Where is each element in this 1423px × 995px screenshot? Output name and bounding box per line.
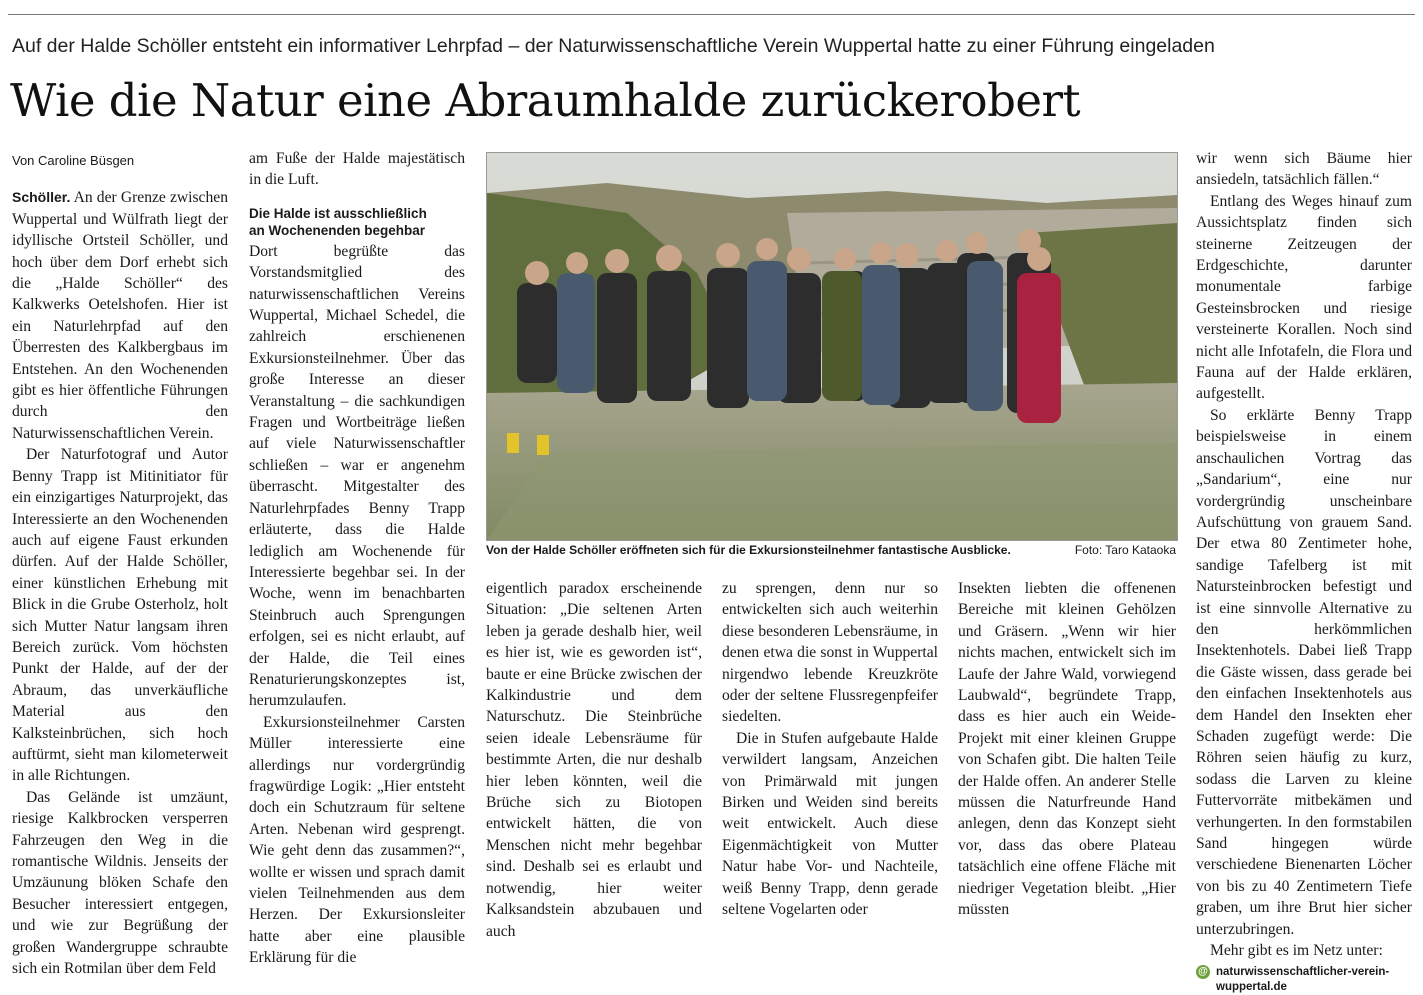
paragraph: zu sprengen, denn nur so entwickelten sich auch weiterhin diese besonderen Lebensräume, in denen etwa die sonst in Wuppertal nirgendwo lebende Kreuzkröte oder der seltene Flussregenpfeifer siedelten. — [722, 580, 938, 726]
website-link[interactable] — [1196, 965, 1412, 995]
top-rule — [8, 14, 1415, 15]
paragraph: So erklärte Benny Trapp beispielsweise in einem anschaulichen Vortrag das „Sandarium“, eine nur vordergründig unscheinbare Aufschüttung von grauem Sand. Der etwa 80 Zentimeter hohe, sandige Tafelberg ist mit Natursteinbrocken befestigt und ist eine sinnvolle Alternative zu den herkömmlichen Insektenhotels. Dabei ließ Trapp die Gäste wissen, dass gerade bei den einfachen Insektenhotels aus dem Handel den Insekten eher Schaden zugefügt werde: Die Röhren seien häufig zu kurz, sodass die Larven zu kleine Futtervorräte mitbekämen und verhungerten. In den formstabilen Sand hingegen würde verschiedene Bienenarten Löcher von bis zu 40 Zentimetern Tiefe graben, um ihre Brut hier sicher unterzubringen. — [1196, 406, 1412, 938]
more-online-label: Mehr gibt es im Netz unter: — [1210, 942, 1383, 960]
paragraph: Die in Stufen aufgebaute Halde verwildert langsam, Anzeichen von Primärwald mit jungen Birken und Weiden sind bereits weit entwickelt. Auch diese Eigenmächtigkeit von Mutter Natur habe Vor- und Nachteile, weiß Benny Trapp, denn gerade seltene Vogelarten oder — [722, 729, 938, 919]
dateline: Schöller. — [12, 189, 71, 206]
article-column-6 — [1196, 148, 1412, 994]
web-link-icon: @ — [1196, 965, 1210, 979]
paragraph: Entlang des Weges hinauf zum Aussichtsplatz finden sich steinerne Zeitzeugen der Erdgeschichte, darunter monumentale farbige Gesteinsbrocken und riesige versteinerte Korallen. Noch sind nicht alle Infotafeln, die Flora und Fauna auf der Halde erklären, aufgestellt. — [1196, 192, 1412, 403]
article-column-5 — [958, 578, 1176, 919]
paragraph: am Fuße der Halde majestätisch in die Luft. — [249, 150, 465, 189]
foreground-grass — [487, 443, 1177, 540]
article-kicker: Auf der Halde Schöller entsteht ein informativer Lehrpfad – der Naturwissenschaftliche Verein Wuppertal hatte zu einer Führung eingeladen — [12, 35, 1215, 57]
group-photo-illustration — [487, 153, 1177, 540]
article-column-1 — [12, 150, 228, 978]
byline: Von Caroline Büsgen — [12, 153, 135, 168]
article-column-3 — [486, 578, 702, 940]
subheading: Die Halde ist ausschließlich an Wochenenden begehbar — [249, 205, 427, 238]
paragraph: Der Naturfotograf und Autor Benny Trapp ist Mitinitiator für ein einzigartiges Naturprojekt, das Interessierte an den Wochenenden auch auf eigene Faust erkunden dürfen. Auf der Halde Schöller, einer künstlichen Erhebung mit Blick in die Grube Osterholz, holt sich Mutter Natur langsam ihren Bereich zurück. Vom höchsten Punkt der Halde, auf der der Abraum, das unverkäufliche Material aus den Kalksteinbrüchen, sich hoch auftürmt, sieht man kilometerweit in alle Richtungen. — [12, 446, 228, 785]
paragraph: Dort begrüßte das Vorstandsmitglied des naturwissenschaftlichen Vereins Wuppertal, Michael Schedel, die zahlreich erschienenen Exkursionsteilnehmer. Über das große Interesse an dieser Veranstaltung – die sachkundigen Fragen und Wortbeiträge ließen auf viele Naturwissenschaftler schließen – war er angenehm überrascht. Mitgestalter des Naturlehrpfades Benny Trapp erläuterte, dass die Halde lediglich am Wochenende für Interessierte begehbar sei. In der Woche, wenn im benachbarten Steinbruch auch Sprengungen erfolgen, sei es nicht erlaubt, auf der Halde, die Teil eines Renaturierungskonzeptes ist, herumzulaufen. — [249, 242, 465, 710]
paragraph: Das Gelände ist umzäunt, riesige Kalkbrocken versperren Fahrzeugen den Weg in die romantische Wildnis. Jenseits der Umzäunung blöken Schafe den Besucher interessiert entgegen, und wie zur Begrüßung der großen Wandergruppe schraubte sich ein Rotmilan über dem Feld — [12, 788, 228, 978]
paragraph: Exkursionsteilnehmer Carsten Müller interessierte eine allerdings nur vordergründig fragwürdige Logik: „Hier entsteht doch ein Schutzraum für seltene Arten. Nebenan wird gesprengt. Wie geht denn das zusammen?“, wollte er wissen und sprach damit vielen Teilnehmenden aus dem Herzen. Der Exkursionsleiter hatte aber eine plausible Erklärung für die — [249, 713, 465, 967]
photo-credit: Foto: Taro Kataoka — [1074, 543, 1176, 557]
paragraph: eigentlich paradox erscheinende Situation: „Die seltenen Arten leben ja gerade deshalb hier, weil es hier ist, wie es geworden ist“, baute er eine Brücke zwischen der Kalkindustrie und dem Naturschutz. Die Steinbrüche seien ideale Lebensräume für bestimmte Arten, die nur deshalb hier leben könnten, weil die Brüche sich zu Biotopen entwickelt hätten, die von Menschen nicht mehr begehbar sind. Deshalb sei es erlaubt und notwendig, hier weiter Kalksandstein abzubauen und auch — [486, 580, 702, 940]
photo-caption-row — [486, 542, 1176, 558]
paragraph: wir wenn sich Bäume hier ansiedeln, tatsächlich fällen.“ — [1196, 150, 1412, 189]
article-headline: Wie die Natur eine Abraumhalde zurückerobert — [10, 74, 1081, 127]
photo-caption: Von der Halde Schöller eröffneten sich für die Exkursionsteilnehmer fantastische Ausblicke. — [486, 543, 1011, 557]
paragraph: Schöller. An der Grenze zwischen Wuppertal und Wülfrath liegt der idyllische Ortsteil Schöller, und hoch über dem Dorf erhebt sich die „Halde Schöller“ des Kalkwerks Oetelshofen. Hier ist ein Naturlehrpfad auf den Überresten des Kalkbergbaus im Entstehen. An den Wochenenden gibt es hier öffentliche Führungen durch den Naturwissenschaftlichen Verein. — [12, 189, 228, 442]
article-column-2 — [249, 148, 465, 967]
article-photo — [486, 152, 1178, 541]
website-url[interactable]: naturwissenschaftlicher-verein- wuppertal.de — [1216, 966, 1390, 994]
paragraph: Insekten liebten die offenenen Bereiche mit kleinen Gehölzen und Gräsern. „Wenn wir hier nichts machen, entwickelt sich im Laufe der Jahre Wald, vorwiegend Laubwald“, begründete Trapp, dass es hier auch ein Weide-Projekt mit einer kleinen Gruppe von Schafen gibt. Die halten Teile der Halde offen. An anderer Stelle müssen die Naturfreunde Hand anlegen, denn das Konzept sieht vor, dass das obere Plateau tatsächlich eine offene Fläche mit niedriger Vegetation bleibt. „Hier müssten — [958, 580, 1176, 919]
article-column-4 — [722, 578, 938, 919]
